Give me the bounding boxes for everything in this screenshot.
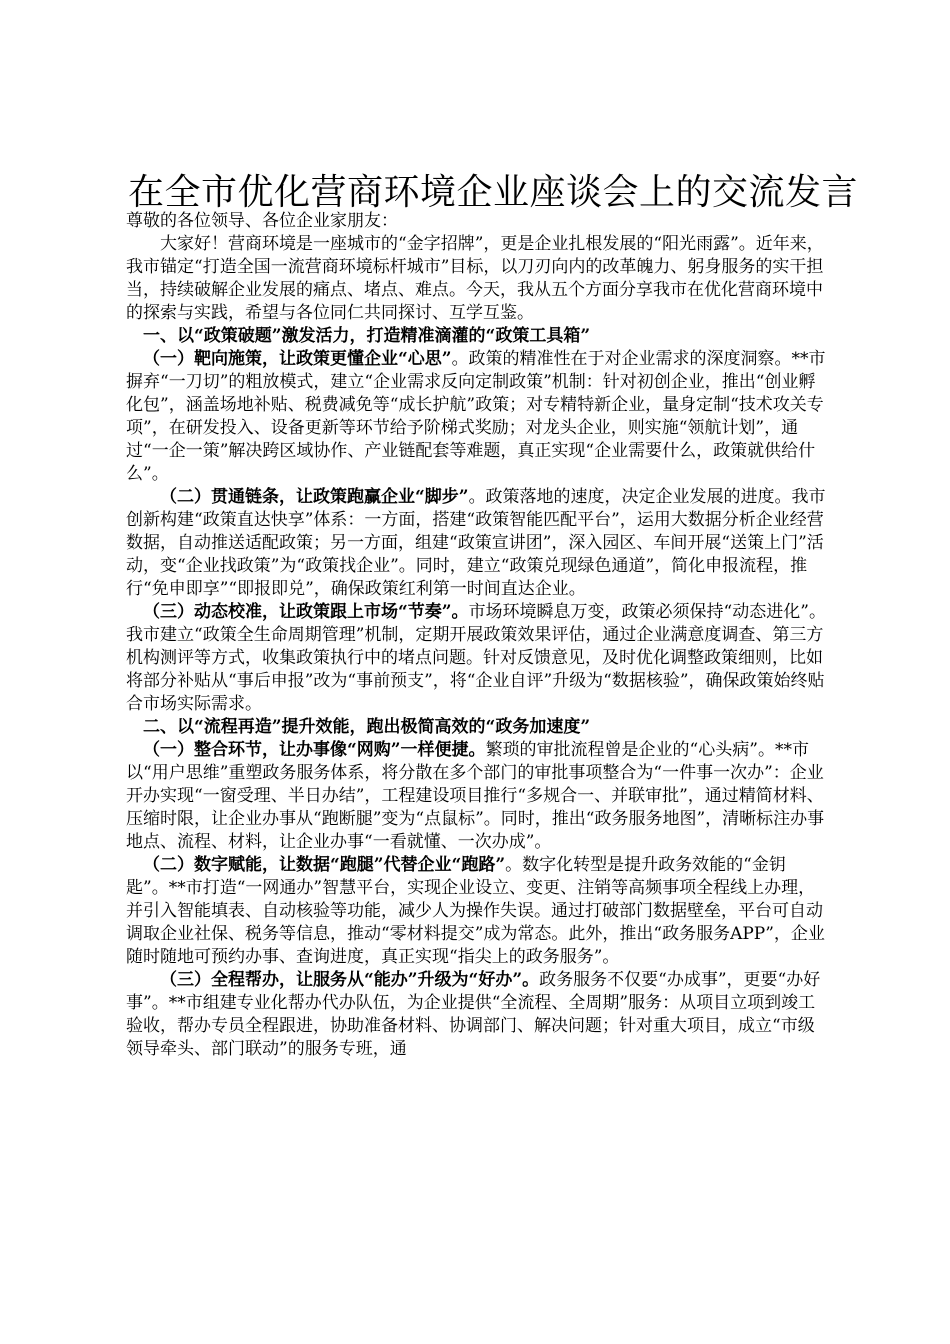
paragraph-lead: （三）全程帮办，让服务从“能办”升级为“好办”。 (160, 970, 540, 990)
greeting: 尊敬的各位领导、各位企业家朋友： (126, 211, 398, 231)
paragraph-text: 市场环境瞬息万变，政策必须保持“动态进化”。我市建立“政策全生命周期管理”机制，定期开展政策效果评估，通过企业满意度调查、第三方机构测评等方式，收集政策执行中的堵点问题。针对反馈意见，及时优化调整政策细则，比如将部分补贴从“事后申报”改为“事前预支”，将“企业自评”升级为“数据核验”，确保政策始终贴合市场实际需求。 (126, 602, 826, 714)
paragraph (126, 969, 826, 1061)
document-title: 在全市优化营商环境企业座谈会上的交流发言 (128, 172, 859, 213)
paragraph (126, 854, 826, 969)
document-body (126, 210, 826, 1061)
paragraph-text: 。数字化转型是提升政务效能的“金钥匙”。**市打造“一网通办”智慧平台，实现企业设立、变更、注销等高频事项全程线上办理，并引入智能填表、自动核验等功能，减少人为操作失误。通过打破部门数据壁垒，平台可自动调取企业社保、税务等信息，推动“零材料提交”成为常态。此外，推出“政务服务APP”，企业随时随地可预约办事、查询进度，真正实现“指尖上的政务服务”。 (126, 855, 825, 967)
paragraph (126, 739, 826, 854)
paragraph-lead: （二）数字赋能，让数据“跑腿”代替企业“跑路” (143, 855, 506, 875)
paragraph-text: 。政策的精准性在于对企业需求的深度洞察。**市摒弃“一刀切”的粗放模式，建立“企业需求反向定制政策”机制：针对初创企业，推出“创业孵化包”，涵盖场地补贴、税费减免等“成长护航”政策；对专精特新企业，量身定制“技术攻关专项”，在研发投入、设备更新等环节给予阶梯式奖励；对龙头企业，则实施“领航计划”，通过“一企一策”解决跨区域协作、产业链配套等难题，真正实现“企业需要什么，政策就供给什么”。 (126, 349, 826, 484)
paragraph-lead: （一）整合环节，让办事像“网购”一样便捷。 (143, 740, 486, 760)
paragraph-text: 政务服务不仅要“办成事”，更要“办好事”。**市组建专业化帮办代办队伍，为企业提供“全流程、全周期”服务：从项目立项到竣工验收，帮办专员全程跟进，协助准备材料、协调部门、解决问题；针对重大项目，成立“市级领导牵头、部门联动”的服务专班，通 (126, 970, 821, 1059)
paragraph-lead: （一）靶向施策，让政策更懂企业“心思” (143, 349, 452, 369)
paragraph (126, 486, 826, 601)
section-heading: 二、以“流程再造”提升效能，跑出极简高效的“政务加速度” (143, 717, 591, 737)
section-heading: 一、以“政策破题”激发活力，打造精准滴灌的“政策工具箱” (143, 326, 591, 346)
paragraph (126, 348, 826, 486)
paragraph-lead: （二）贯通链条，让政策跑赢企业“脚步” (160, 487, 469, 507)
paragraph-text: 繁琐的审批流程曾是企业的“心头病”。**市以“用户思维”重塑政务服务体系，将分散在多个部门的审批事项整合为“一件事一次办”：企业开办实现“一窗受理、半日办结”，工程建设项目推行“多规合一、并联审批”，通过精简材料、压缩时限，让企业办事从“跑断腿”变为“点鼠标”。同时，推出“政务服务地图”，清晰标注办事地点、流程、材料，让企业办事“一看就懂、一次办成”。 (126, 740, 825, 852)
intro-paragraph: 大家好！营商环境是一座城市的“金字招牌”，更是企业扎根发展的“阳光雨露”。近年来，我市锚定“打造全国一流营商环境标杆城市”目标，以刀刃向内的改革魄力、躬身服务的实干担当，持续破解企业发展的痛点、堵点、难点。今天，我从五个方面分享我市在优化营商环境中的探索与实践，希望与各位同仁共同探讨、互学互鉴。 (126, 234, 824, 323)
paragraph-text: 。政策落地的速度，决定企业发展的进度。我市创新构建“政策直达快享”体系：一方面，搭建“政策智能匹配平台”，运用大数据分析企业经营数据，自动推送适配政策；另一方面，组建“政策宣讲团”，深入园区、车间开展“送策上门”活动，变“企业找政策”为“政策找企业”。同时，建立“政策兑现绿色通道”，简化申报流程，推行“免申即享”“即报即兑”，确保政策红利第一时间直达企业。 (126, 487, 826, 599)
paragraph (126, 601, 826, 716)
paragraph-lead: （三）动态校准，让政策跟上市场“节奏”。 (143, 602, 469, 622)
